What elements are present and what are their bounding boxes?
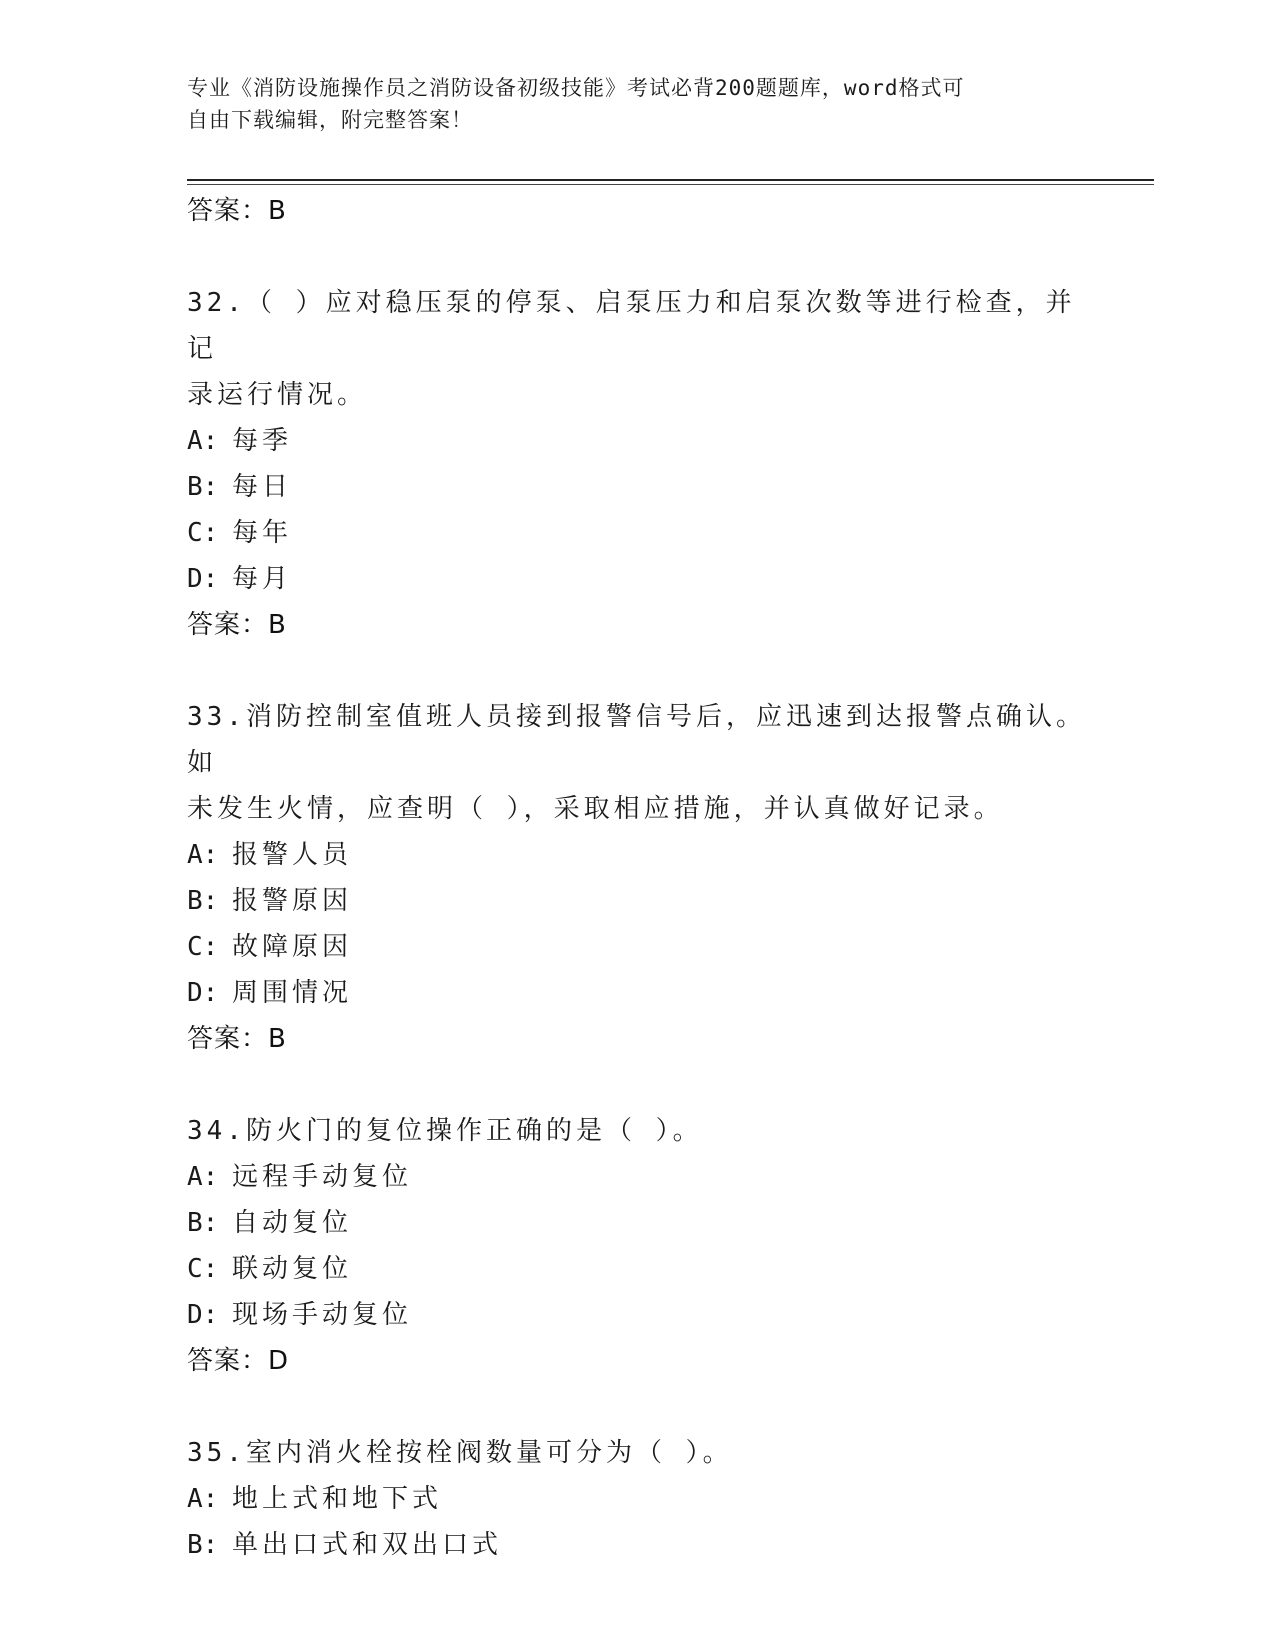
option-text: 每日 (232, 472, 293, 502)
answer-line: 答案：B (187, 610, 287, 640)
option-label: C: (187, 1254, 219, 1284)
option-text: 每年 (232, 518, 293, 548)
option-label: A: (187, 426, 219, 456)
option-text: 联动复位 (232, 1254, 353, 1284)
option-label: B: (187, 1530, 219, 1560)
option-a (187, 1476, 1087, 1522)
question-line: 未发生火情，应查明（ ），采取相应措施，并认真做好记录。 (187, 794, 1004, 824)
option-text: 周围情况 (232, 978, 353, 1008)
option-text: 单出口式和双出口式 (232, 1530, 503, 1560)
answer-line: 答案：B (187, 196, 287, 226)
header-line-2: 自由下载编辑，附完整答案！ (187, 108, 473, 132)
option-label: D: (187, 1300, 219, 1330)
option-text: 自动复位 (232, 1208, 353, 1238)
question-line: 35.室内消火栓按栓阀数量可分为（ ）。 (187, 1438, 733, 1468)
answer-line: 答案：D (187, 1346, 290, 1376)
option-label: A: (187, 1162, 219, 1192)
option-text: 故障原因 (232, 932, 353, 962)
option-text: 报警人员 (232, 840, 353, 870)
option-label: B: (187, 472, 219, 502)
option-d (187, 1292, 1087, 1338)
option-label: B: (187, 1208, 219, 1238)
question-line: 34.防火门的复位操作正确的是（ ）。 (187, 1116, 703, 1146)
header-rule-thin (187, 184, 1154, 185)
option-c (187, 510, 1087, 556)
option-a (187, 418, 1087, 464)
option-b (187, 878, 1087, 924)
option-c (187, 924, 1087, 970)
question-text (187, 280, 1087, 418)
option-text: 现场手动复位 (232, 1300, 413, 1330)
question-list (187, 188, 1087, 1568)
option-label: A: (187, 840, 219, 870)
question-text (187, 694, 1087, 832)
question-item (187, 1430, 1087, 1568)
option-text: 每季 (232, 426, 293, 456)
spacer (187, 234, 1087, 280)
option-text: 地上式和地下式 (232, 1484, 443, 1514)
spacer (187, 1062, 1087, 1108)
option-text: 每月 (232, 564, 293, 594)
spacer (187, 648, 1087, 694)
header-rule-thick (187, 179, 1154, 181)
option-d (187, 970, 1087, 1016)
option-text: 报警原因 (232, 886, 353, 916)
question-text (187, 1108, 1087, 1154)
option-b (187, 1200, 1087, 1246)
option-a (187, 1154, 1087, 1200)
option-label: A: (187, 1484, 219, 1514)
option-label: D: (187, 978, 219, 1008)
question-item (187, 1108, 1087, 1384)
question-line: 32.（ ）应对稳压泵的停泵、启泵压力和启泵次数等进行检查，并记 (187, 288, 1076, 364)
question-line: 33.消防控制室值班人员接到报警信号后，应迅速到达报警点确认。如 (187, 702, 1086, 778)
document-header (187, 72, 1067, 136)
answer-line: 答案：B (187, 1024, 287, 1054)
question-line: 录运行情况。 (187, 380, 368, 410)
header-line-1: 专业《消防设施操作员之消防设备初级技能》考试必背200题题库，word格式可 (187, 76, 965, 100)
option-c (187, 1246, 1087, 1292)
spacer (187, 1384, 1087, 1430)
option-b (187, 1522, 1087, 1568)
option-a (187, 832, 1087, 878)
option-label: C: (187, 518, 219, 548)
option-label: D: (187, 564, 219, 594)
question-item (187, 280, 1087, 648)
option-label: C: (187, 932, 219, 962)
option-b (187, 464, 1087, 510)
question-text (187, 1430, 1087, 1476)
option-label: B: (187, 886, 219, 916)
option-d (187, 556, 1087, 602)
question-item (187, 694, 1087, 1062)
option-text: 远程手动复位 (232, 1162, 413, 1192)
